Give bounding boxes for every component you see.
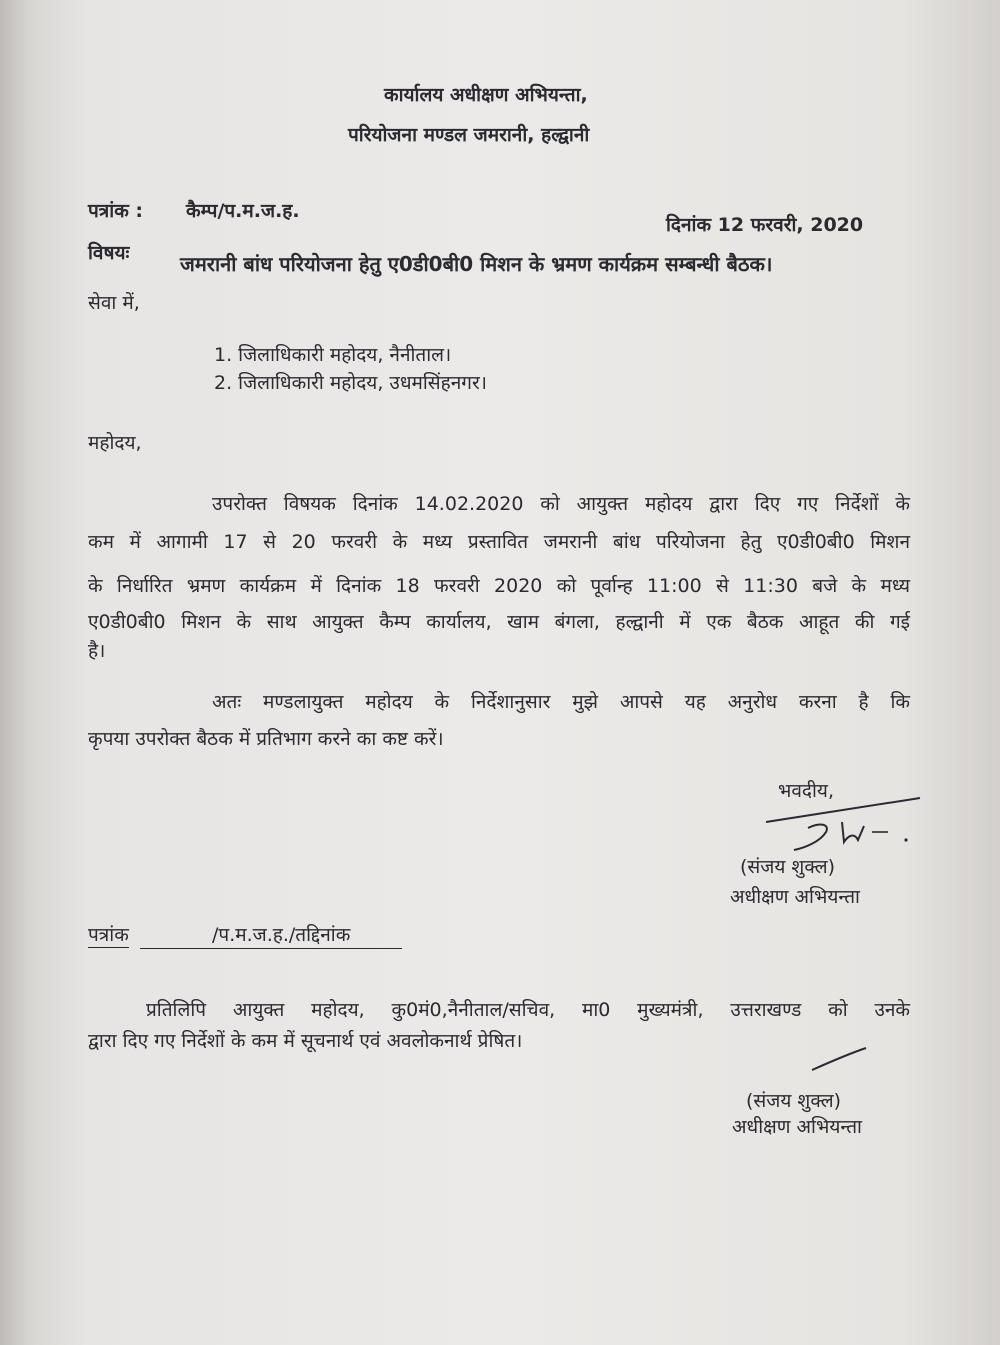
subject-label: विषयः <box>88 242 130 264</box>
copy-line-1: प्रतिलिपि आयुक्त महोदय, कु0मं0,नैनीताल/सचिव, मा0 मुख्यमंत्री, उत्तराखण्ड को उनके <box>146 999 910 1021</box>
para1-line-1: उपरोक्त विषयक दिनांक 14.02.2020 को आयुक्त महोदय द्वारा दिए गए निर्देशों के <box>212 493 910 515</box>
office-title: कार्यालय अधीक्षण अभियन्ता, <box>384 84 588 106</box>
subject-text: जमरानी बांध परियोजना हेतु ए0डी0बी0 मिशन के भ्रमण कार्यक्रम सम्बन्धी बैठक। <box>180 252 773 276</box>
ref-number: कैम्प/प.म.ज.ह. <box>186 200 300 222</box>
copy-signatory-designation: अधीक्षण अभियन्ता <box>732 1116 862 1138</box>
salutation-to: सेवा में, <box>88 292 140 314</box>
valediction: भवदीय, <box>778 780 834 802</box>
signatory-designation: अधीक्षण अभियन्ता <box>730 886 860 908</box>
copy-ref-suffix: /प.म.ज.ह./तद्दिनांक <box>212 924 351 946</box>
para2-line-1: अतः मण्डलायुक्त महोदय के निर्देशानुसार मुझे आपसे यह अनुरोध करना है कि <box>212 691 910 713</box>
para1-line-4: ए0डी0बी0 मिशन के साथ आयुक्त कैम्प कार्यालय, खाम बंगला, हल्द्वानी में एक बैठक आहूत की गई <box>88 611 910 633</box>
letter-date: दिनांक 12 फरवरी, 2020 <box>666 214 864 236</box>
signatory-name: (संजय शुक्ल) <box>740 856 835 878</box>
para1-line-5: है। <box>88 640 106 662</box>
signature-2 <box>810 1044 870 1074</box>
ref-label: पत्रांक : <box>88 200 144 222</box>
office-subtitle: परियोजना मण्डल जमरानी, हल्द्वानी <box>348 124 590 146</box>
copy-ref-label: पत्रांक <box>88 924 129 946</box>
addressee-2: 2. जिलाधिकारी महोदय, उधमसिंहनगर। <box>214 372 487 394</box>
addressee-1: 1. जिलाधिकारी महोदय, नैनीताल। <box>214 344 452 366</box>
copy-signatory-name: (संजय शुक्ल) <box>746 1090 841 1112</box>
para1-line-3: के निर्धारित भ्रमण कार्यक्रम में दिनांक 18 फरवरी 2020 को पूर्वान्ह 11:00 से 11:30 बजे के मध्य <box>88 575 910 597</box>
greeting: महोदय, <box>88 432 142 454</box>
copy-line-2: द्वारा दिए गए निर्देशों के कम में सूचनार्थ एवं अवलोकनार्थ प्रेषित। <box>88 1030 523 1052</box>
para1-line-2: कम में आगामी 17 से 20 फरवरी के मध्य प्रस्तावित जमरानी बांध परियोजना हेतु ए0डी0बी0 मिशन <box>88 531 910 553</box>
copy-ref-underline <box>140 948 402 949</box>
para2-line-2: कृपया उपरोक्त बैठक में प्रतिभाग करने का कष्ट करें। <box>88 728 444 750</box>
